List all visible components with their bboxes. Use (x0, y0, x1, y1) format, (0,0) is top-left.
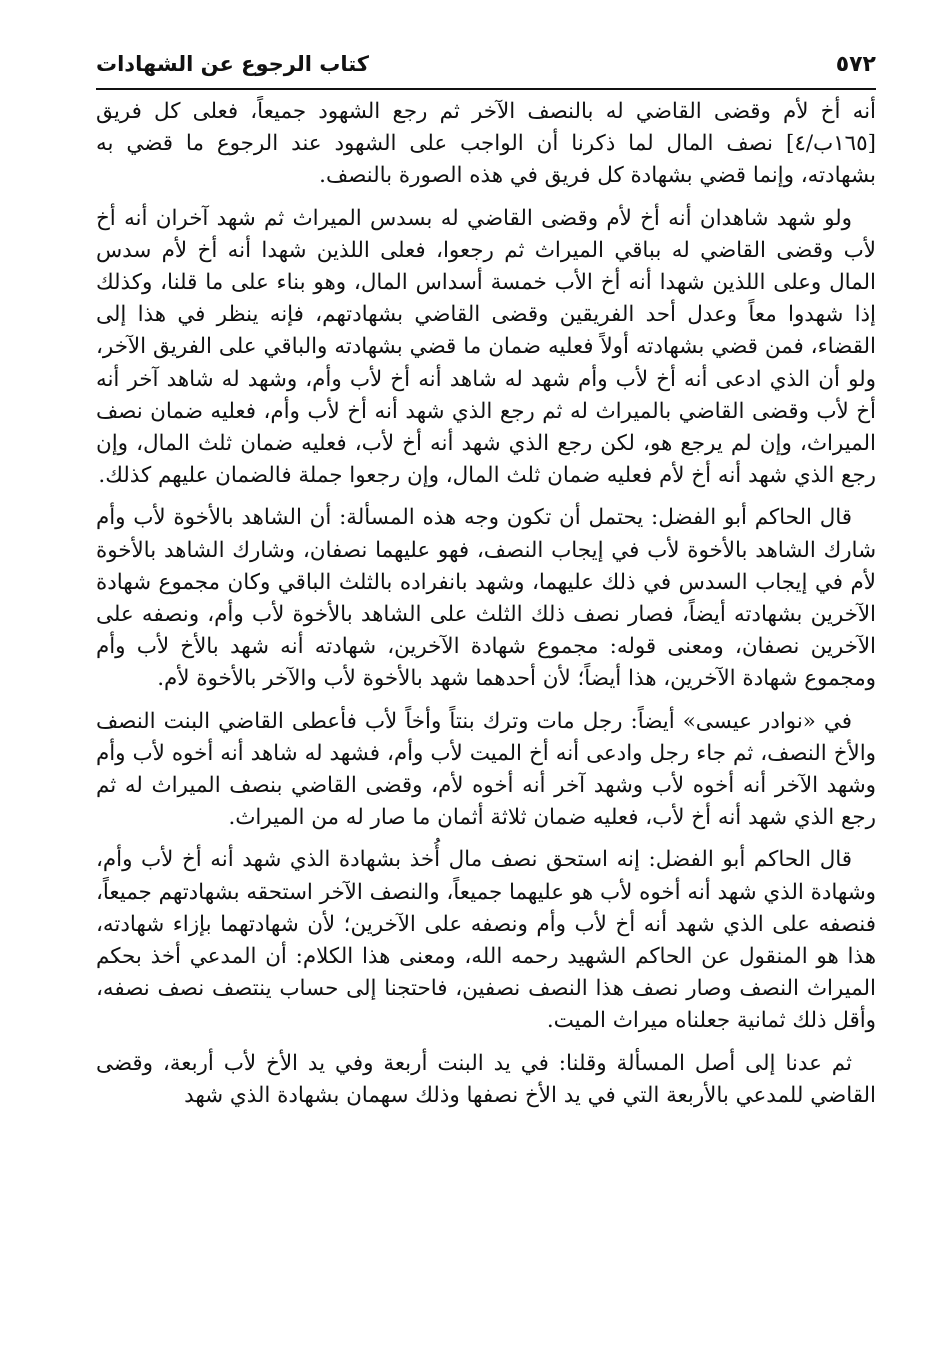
main-text (96, 96, 876, 1353)
running-title: كتاب الرجوع عن الشهادات (96, 52, 370, 76)
paragraph: قال الحاكم أبو الفضل: يحتمل أن تكون وجه هذه المسألة: أن الشاهد بالأخوة لأب وأم شارك الشاهد بالأخوة لأب في إيجاب النصف، فهو عليهما نصفان، وشارك الشاهد بالأخوة لأم في إيجاب السدس في ذلك عليهما، وشهد بانفراده بالثلث الباقي وكان مجموع شهادة الآخرين بشهادته أيضاً، فصار نصف ذلك الثلث على الشاهد بالأخوة لأب وأم، ونصفه على الآخرين نصفان، ومعنى قوله: مجموع شهادة الآخرين، شهادته أنه شهد بالأخ لأب وأم ومجموع شهادة الآخرين، هذا أيضاً؛ لأن أحدهما شهد بالأخوة لأب والآخر بالأخوة لأم. (96, 505, 876, 692)
paragraph: ثم عدنا إلى أصل المسألة وقلنا: في يد البنت أربعة وفي يد الأخ لأب أربعة، وقضى القاضي للمدعي بالأربعة التي في يد الأخ نصفها وذلك سهمان بشهادة الذي شهد (96, 1050, 876, 1108)
paragraph: أنه أخ لأم وقضى القاضي له بالنصف الآخر ثم رجع الشهود جميعاً، فعلى كل فريق [١٦٥ب/٤] نصف المال لما ذكرنا أن الواجب على الشهود عند الرجوع ما قضي به بشهادته، وإنما قضي بشهادة كل فريق في هذه الصورة بالنصف. (96, 99, 876, 189)
paragraph: في «نوادر عيسى» أيضاً: رجل مات وترك بنتاً وأخاً لأب فأعطى القاضي البنت النصف والأخ النصف، ثم جاء رجل وادعى أنه أخ الميت لأب وأم، فشهد له شاهد أنه أخوه لأب وأم وشهد الآخر أنه أخوه لأب وشهد آخر أنه أخوه لأم، وقضى القاضي بنصف الميراث له ثم رجع الذي شهد أنه أخ لأب، فعليه ضمان ثلاثة أثمان ما صار له من الميراث. (96, 708, 876, 831)
page-header (96, 40, 876, 90)
paragraph: ولو شهد شاهدان أنه أخ لأم وقضى القاضي له بسدس الميراث ثم شهد آخران أنه أخ لأب وقضى القاضي له بباقي الميراث ثم رجعوا، فعلى اللذين شهدا أنه أخ لأم سدس المال وعلى اللذين شهدا أنه أخ الأب خمسة أسداس المال، وهو بناء على ما قلنا، وكذلك إذا شهدوا معاً وعدل أحد الفريقين وقضى القاضي بشهادتهم، فإنه ينظر في هذا إلى القضاء، فمن قضي بشهادته أولاً فعليه ضمان ما قضي بشهادته والباقي على الفريق الآخر، ولو أن الذي ادعى أنه أخ لأب وأم شهد له شاهد أنه أخ لأب وأم، وشهد له شاهد آخر أنه أخ لأب وقضى القاضي بالميراث له ثم رجع الذي شهد أنه أخ لأب وأم، فعليه ضمان نصف الميراث، وإن لم يرجع هو، لكن رجع الذي شهد أنه أخ لأب، فعليه ضمان ثلث المال، وإن رجع الذي شهد أنه أخ لأم فعليه ضمان ثلث المال، وإن رجعوا جملة فالضمان عليهم كذلك. (96, 205, 876, 489)
page-number: ٥٧٢ (835, 51, 876, 77)
paragraph: قال الحاكم أبو الفضل: إنه استحق نصف مال أُخذ بشهادة الذي شهد أنه أخ لأب وأم، وشهادة الذي شهد أنه أخوه لأب هو عليهما جميعاً، والنصف الآخر استحقه بشهادتهم جميعاً، فنصفه على الذي شهد أنه أخ لأب وأم ونصفه على الآخرين؛ لأن شهادتهما بإزاء شهادته، هذا هو المنقول عن الحاكم الشهيد رحمه الله، ومعنى هذا الكلام: أن المدعي أخذ بحكم الميراث النصف وصار نصف هذا النصف نصفين، فاحتجنا إلى حساب ينتصف نصف نصفه، وأقل ذلك ثمانية جعلناه ميراث الميت. (96, 847, 876, 1034)
